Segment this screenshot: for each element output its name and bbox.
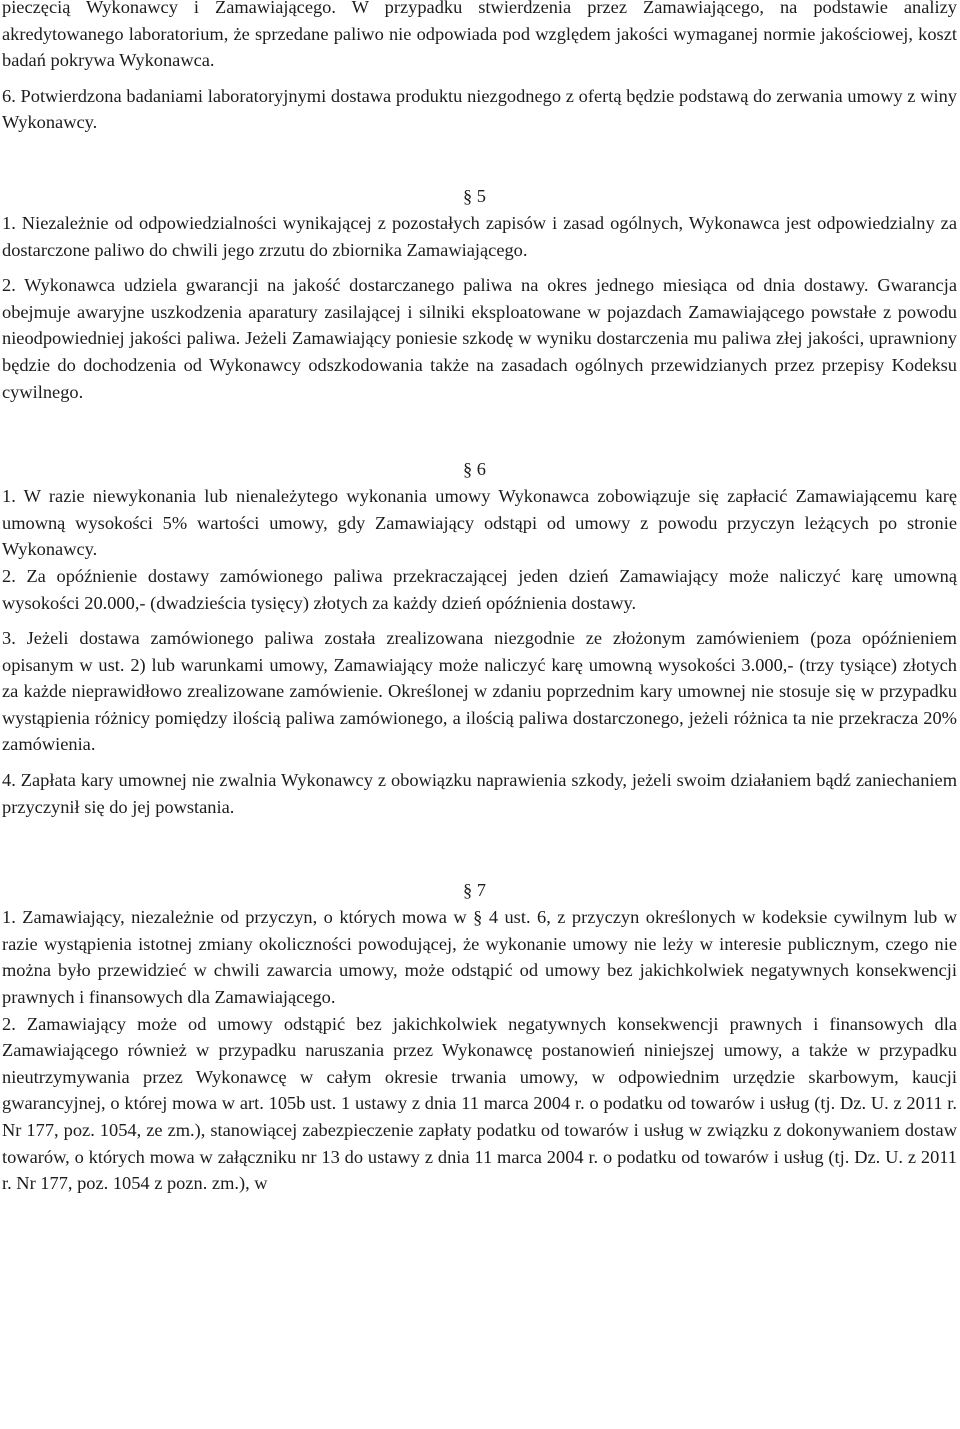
section-7-paragraph-2: 2. Zamawiający może od umowy odstąpić bez jakichkolwiek negatywnych konsekwencji prawnych i finansowych dla Zamawiającego również w przypadku naruszania przez Wykonawcę postanowień niniejszej umowy, a także w przypadku nieutrzymywania przez Wykonawcę w całym okresie trwania umowy, w odpowiednim urzędzie skarbowym, kaucji gwarancyjnej, o której mowa w art. 105b ust. 1 ustawy z dnia 11 marca 2004 r. o podatku od towarów i usług (tj. Dz. U. z 2011 r. Nr 177, poz. 1054, ze zm.), stanowiącej zabezpieczenie zapłaty podatku od towarów i usług w związku z dokonywaniem dostaw towarów, o których mowa w załączniku nr 13 do ustawy z dnia 11 marca 2004 r. o podatku od towarów i usług (tj. Dz. U. z 2011 r. Nr 177, poz. 1054 z pozn. zm.), w xyxy=(2,1013,957,1194)
section-7-paragraph-1: 1. Zamawiający, niezależnie od przyczyn, o których mowa w § 4 ust. 6, z przyczyn określonych w kodeksie cywilnym lub w razie wystąpienia istotnej zmiany okoliczności powodującej, że wykonanie umowy nie leży w interesie publicznym, czego nie można było przewidzieć w chwili zawarcia umowy, może odstąpić od umowy bez jakichkolwiek negatywnych konsekwencji prawnych i finansowych dla Zamawiającego. xyxy=(2,907,957,1008)
section-6-paragraph-1: 1. W razie niewykonania lub nienależytego wykonania umowy Wykonawca zobowiązuje się zapłacić Zamawiającemu karę umowną wysokości 5% wartości umowy, gdy Zamawiający odstąpi od umowy z powodu przyczyn leżących po stronie Wykonawcy. xyxy=(2,486,957,560)
document-page xyxy=(2,0,957,1197)
paragraph-intro: pieczęcią Wykonawcy i Zamawiającego. W przypadku stwierdzenia przez Zamawiającego, na podstawie analizy akredytowanego laboratorium, że sprzedane paliwo nie odpowiada pod względem jakości wymaganej normie jakościowej, koszt badań pokrywa Wykonawca. xyxy=(2,0,957,71)
section-6-paragraph-3: 3. Jeżeli dostawa zamówionego paliwa została zrealizowana niezgodnie ze złożonym zamówieniem (poza opóźnieniem opisanym w ust. 2) lub warunkami umowy, Zamawiający może naliczyć karę umowną wysokości 3.000,- (trzy tysiące) złotych za każde nieprawidłowo zrealizowane zamówienie. Określonej w zdaniu poprzednim kary umownej nie stosuje się w przypadku wystąpienia różnicy pomiędzy ilością paliwa zamówionego, a ilością paliwa dostarczonego, jeżeli różnica ta nie przekracza 20% zamówienia. xyxy=(2,628,957,755)
section-7-heading: § 7 xyxy=(463,880,486,901)
section-5-paragraph-2: 2. Wykonawca udziela gwarancji na jakość dostarczanego paliwa na okres jednego miesiąca od dnia dostawy. Gwarancja obejmuje awaryjne uszkodzenia aparatury zasilającej i silniki eksploatowane w pojazdach Zamawiającego powstałe z powodu nieodpowiedniej jakości paliwa. Jeżeli Zamawiający poniesie szkodę w wyniku dostarczenia mu paliwa złej jakości, uprawniony będzie do dochodzenia od Wykonawcy odszkodowania także na zasadach ogólnych przewidzianych przez przepisy Kodeksu cywilnego. xyxy=(2,275,957,402)
section-5-paragraph-1: 1. Niezależnie od odpowiedzialności wynikającej z pozostałych zapisów i zasad ogólnych, Wykonawca jest odpowiedzialny za dostarczone paliwo do chwili jego zrzutu do zbiornika Zamawiającego. xyxy=(2,212,957,260)
section-6-paragraph-4: 4. Zapłata kary umownej nie zwalnia Wykonawcy z obowiązku naprawienia szkody, jeżeli swoim działaniem bądź zaniechaniem przyczynił się do jej powstania. xyxy=(2,770,957,817)
section-6-heading: § 6 xyxy=(463,459,486,480)
section-5-heading: § 5 xyxy=(463,185,486,206)
paragraph-6: 6. Potwierdzona badaniami laboratoryjnymi dostawa produktu niezgodnego z ofertą będzie podstawą do zerwania umowy z winy Wykonawcy. xyxy=(2,85,957,133)
section-6-paragraph-2: 2. Za opóźnienie dostawy zamówionego paliwa przekraczającej jeden dzień Zamawiający może naliczyć karę umowną wysokości 20.000,- (dwadzieścia tysięcy) złotych za każdy dzień opóźnienia dostawy. xyxy=(2,565,957,613)
